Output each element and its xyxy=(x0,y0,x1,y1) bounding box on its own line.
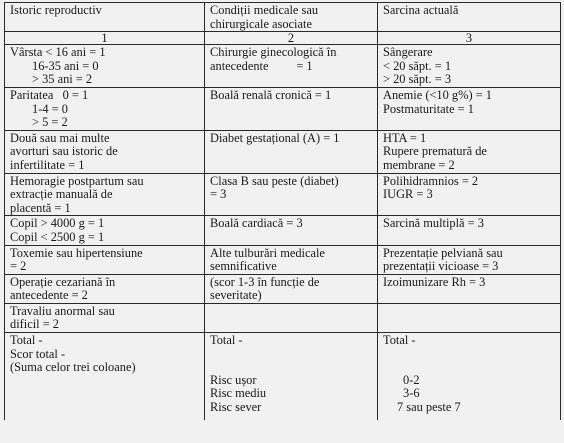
header-row xyxy=(5,3,561,32)
cell-current xyxy=(378,216,561,245)
cell-line: = 3 xyxy=(210,187,227,202)
cell-line: HTA = 1 xyxy=(383,130,427,145)
cell-line: Travaliu anormal sau xyxy=(10,303,115,318)
pregnancy-risk-table xyxy=(4,2,561,420)
cell-line: extracție manuală de xyxy=(10,187,113,202)
column-number: 1 xyxy=(5,32,205,45)
cell-line: Polihidramnios = 2 xyxy=(383,173,479,188)
total-label: Total - xyxy=(210,333,243,348)
header-reproductive-history xyxy=(5,3,205,32)
table-row xyxy=(5,130,561,173)
table-row xyxy=(5,216,561,245)
risk-value: 0-2 xyxy=(403,372,420,387)
cell-line: Prezentație pelviană sau xyxy=(383,245,503,260)
cell-line: > 5 = 2 xyxy=(32,115,68,130)
cell-line: Postmaturitate = 1 xyxy=(383,101,474,116)
cell-line: (Suma celor trei coloane) xyxy=(10,360,136,375)
cell-line: > 20 săpt. = 3 xyxy=(383,72,452,87)
table-row xyxy=(5,45,561,88)
cell-history xyxy=(5,130,205,173)
cell-line: 16-35 ani = 0 xyxy=(32,58,99,73)
cell-current xyxy=(378,130,561,173)
cell-current xyxy=(378,303,561,332)
risk-value: 3-6 xyxy=(403,386,420,401)
cell-line: Paritatea 0 = 1 xyxy=(10,87,89,102)
spacer xyxy=(210,348,373,374)
cell-total-score xyxy=(5,333,205,421)
cell-line: Sarcină multiplă = 3 xyxy=(383,216,484,231)
cell-line: = 2 xyxy=(10,259,27,274)
cell-line: antecedente = 1 xyxy=(210,58,313,73)
cell-current xyxy=(378,45,561,88)
cell-conditions xyxy=(205,130,378,173)
cell-conditions xyxy=(205,216,378,245)
cell-line: Vârsta < 16 ani = 1 xyxy=(10,45,106,60)
totals-row xyxy=(5,333,561,421)
header-text: Istoric reproductiv xyxy=(10,3,102,17)
cell-line: semnificative xyxy=(210,259,277,274)
cell-line: Două sau mai multe xyxy=(10,130,110,145)
risk-label: Risc mediu xyxy=(210,386,267,401)
cell-line: Boală cardiacă = 3 xyxy=(210,216,303,231)
cell-conditions xyxy=(205,274,378,303)
cell-line: Total - xyxy=(10,333,43,348)
cell-line: Rupere prematură de xyxy=(383,144,487,159)
cell-line: Anemie (<10 g%) = 1 xyxy=(383,87,492,102)
cell-line: placentă = 1 xyxy=(10,200,71,215)
cell-line: Chirurgie ginecologică în xyxy=(210,45,337,60)
cell-current xyxy=(378,173,561,216)
cell-total-conditions xyxy=(205,333,378,421)
cell-line: IUGR = 3 xyxy=(383,187,433,202)
column-number-row xyxy=(5,32,561,45)
cell-conditions xyxy=(205,173,378,216)
total-label: Total - xyxy=(383,333,416,348)
cell-conditions xyxy=(205,303,378,332)
cell-line: Hemoragie postpartum sau xyxy=(10,173,144,188)
header-medical-conditions xyxy=(205,3,378,32)
cell-history xyxy=(5,274,205,303)
cell-line: > 35 ani = 2 xyxy=(32,72,93,87)
cell-line: infertilitate = 1 xyxy=(10,157,85,172)
cell-history xyxy=(5,45,205,88)
spacer xyxy=(383,348,556,374)
table-row xyxy=(5,303,561,332)
cell-line: 1-4 = 0 xyxy=(32,101,68,116)
cell-history xyxy=(5,216,205,245)
cell-line: prezentații vicioase = 3 xyxy=(383,259,499,274)
cell-line: (scor 1-3 în funcție de xyxy=(210,274,320,289)
cell-line: severitate) xyxy=(210,288,262,303)
cell-conditions xyxy=(205,87,378,130)
cell-current xyxy=(378,245,561,274)
cell-line: Diabet gestațional (A) = 1 xyxy=(210,130,340,145)
cell-line: Sângerare xyxy=(383,45,433,60)
cell-line: membrane = 2 xyxy=(383,157,455,172)
column-number: 3 xyxy=(378,32,561,45)
cell-history xyxy=(5,303,205,332)
cell-history xyxy=(5,87,205,130)
header-text: Sarcina actuală xyxy=(383,3,459,17)
risk-label: Risc ușor xyxy=(210,372,257,387)
cell-line: dificil = 2 xyxy=(10,317,59,332)
cell-line: Izoimunizare Rh = 3 xyxy=(383,274,486,289)
risk-label: Risc sever xyxy=(210,399,262,414)
cell-line: Toxemie sau hipertensiune xyxy=(10,245,143,260)
cell-conditions xyxy=(205,245,378,274)
cell-line: Scor total - xyxy=(10,346,66,361)
risk-value: 7 sau peste 7 xyxy=(397,399,461,414)
cell-line: Boală renală cronică = 1 xyxy=(210,87,332,102)
cell-total-current xyxy=(378,333,561,421)
cell-line: antecedente = 2 xyxy=(10,288,88,303)
cell-current xyxy=(378,274,561,303)
cell-current xyxy=(378,87,561,130)
cell-line: Copil > 4000 g = 1 xyxy=(10,216,105,231)
column-number: 2 xyxy=(205,32,378,45)
cell-line: < 20 săpt. = 1 xyxy=(383,58,452,73)
cell-conditions xyxy=(205,45,378,88)
cell-line: Clasa B sau peste (diabet) xyxy=(210,173,339,188)
cell-history xyxy=(5,173,205,216)
header-text: Condiții medicale sau chirurgicale asociate xyxy=(210,3,319,31)
header-current-pregnancy xyxy=(378,3,561,32)
cell-history xyxy=(5,245,205,274)
table-row xyxy=(5,274,561,303)
cell-line: Alte tulburări medicale xyxy=(210,245,325,260)
table-row xyxy=(5,245,561,274)
cell-line: avorturi sau istoric de xyxy=(10,144,118,159)
cell-line: Operație cezariană în xyxy=(10,274,116,289)
table-row xyxy=(5,173,561,216)
table-row xyxy=(5,87,561,130)
cell-line: Copil < 2500 g = 1 xyxy=(10,229,105,244)
